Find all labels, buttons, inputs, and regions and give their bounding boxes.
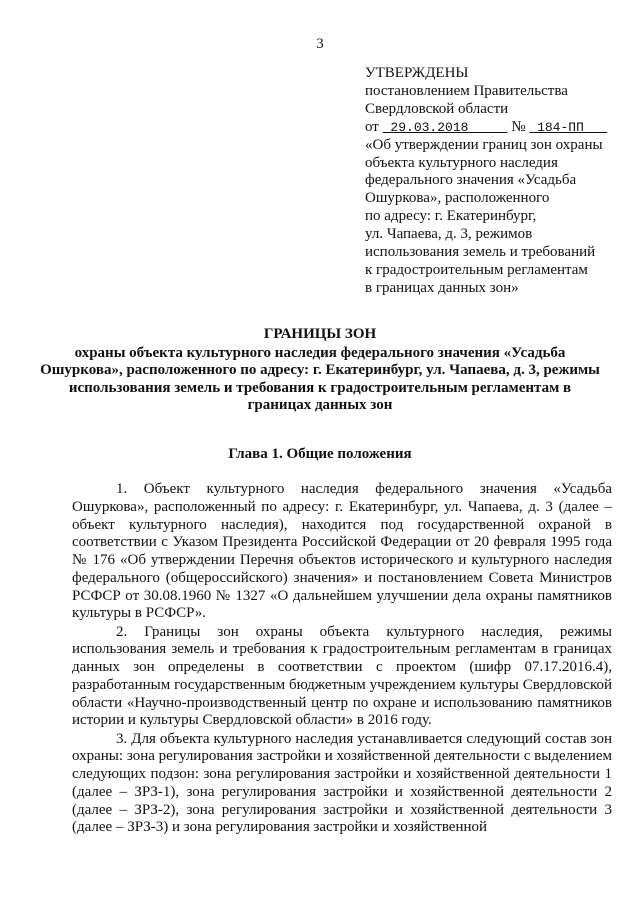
approval-subject-line: к градостроительным регламентам bbox=[365, 261, 588, 278]
approval-subject-line: «Об утверждении границ зон охраны bbox=[365, 136, 603, 153]
approval-block bbox=[365, 65, 627, 298]
approval-subject-line: федерального значения «Усадьба bbox=[365, 172, 577, 189]
approval-title: УТВЕРЖДЕНЫ bbox=[365, 65, 469, 81]
number-prefix: № bbox=[511, 118, 526, 135]
paragraph-3: 3. Для объекта культурного наследия устанавливается следующий состав зон охраны: зона регулирования застройки и хозяйственной деятельности с выделением следующих подзон: зона регулирования застройки и хозяйственной деятельности 1 (далее – ЗРЗ-1), зона регулирования застройки и хозяйственной деятельности 2 (далее – ЗРЗ-2), зона регулирования застройки и хозяйственной деятельности 3 (далее – ЗРЗ-3) и зона регулирования застройки и хозяйственной bbox=[72, 730, 612, 836]
approval-subject-line: Ошуркова», расположенного bbox=[365, 190, 550, 207]
paragraph-1: 1. Объект культурного наследия федерального значения «Усадьба Ошуркова», расположенный по адресу: г. Екатеринбург, ул. Чапаева, д. 3 (далее – объект культурного наследия), находится под государственной охраной в соответствии с Указом Президента Российской Федерации от 20 февраля 1995 года № 176 «Об утверждении Перечня объектов исторического и культурного наследия федерального (общероссийского) значения» и постановлением Совета Министров РСФСР от 30.08.1960 № 1327 «О дальнейшем улучшении дела охраны памятников культуры в РСФСР». bbox=[72, 481, 612, 622]
date-prefix: от bbox=[365, 118, 379, 135]
approval-date: 29.03.2018 bbox=[390, 119, 469, 135]
document-subtitle: охраны объекта культурного наследия федерального значения «Усадьба Ошуркова», расположенного по адресу: г. Екатеринбург, ул. Чапаева, д. 3, режимы использования земель и требования к градостроительным регламентам в границах данных зон bbox=[40, 344, 600, 414]
approval-line-2: Свердловской области bbox=[365, 100, 509, 117]
page-number: 3 bbox=[316, 36, 324, 52]
approval-number: 184-ПП bbox=[537, 119, 584, 135]
approval-line-1: постановлением Правительства bbox=[365, 82, 568, 99]
paragraph-2: 2. Границы зон охраны объекта культурного наследия, режимы использования земель и требования к градостроительным регламентам в границах данных зон определены в соответствии с проектом (шифр 07.17.2016.4), разработанным государственным бюджетным учреждением культуры Свердловской области «Научно-производственный центр по охране и использованию памятников истории и культуры Свердловской области» в 2016 году. bbox=[72, 623, 612, 729]
document-heading bbox=[40, 326, 600, 415]
approval-date-line bbox=[365, 119, 627, 137]
chapter-title: Глава 1. Общие положения bbox=[228, 446, 412, 462]
document-body bbox=[72, 481, 612, 837]
document-title: ГРАНИЦЫ ЗОН bbox=[263, 326, 377, 342]
approval-subject-line: объекта культурного наследия bbox=[365, 154, 558, 171]
approval-subject-line: в границах данных зон» bbox=[365, 279, 519, 296]
approval-subject-line: использования земель и требований bbox=[365, 244, 596, 261]
approval-subject-line: ул. Чапаева, д. 3, режимов bbox=[365, 226, 533, 243]
approval-subject-line: по адресу: г. Екатеринбург, bbox=[365, 208, 537, 225]
